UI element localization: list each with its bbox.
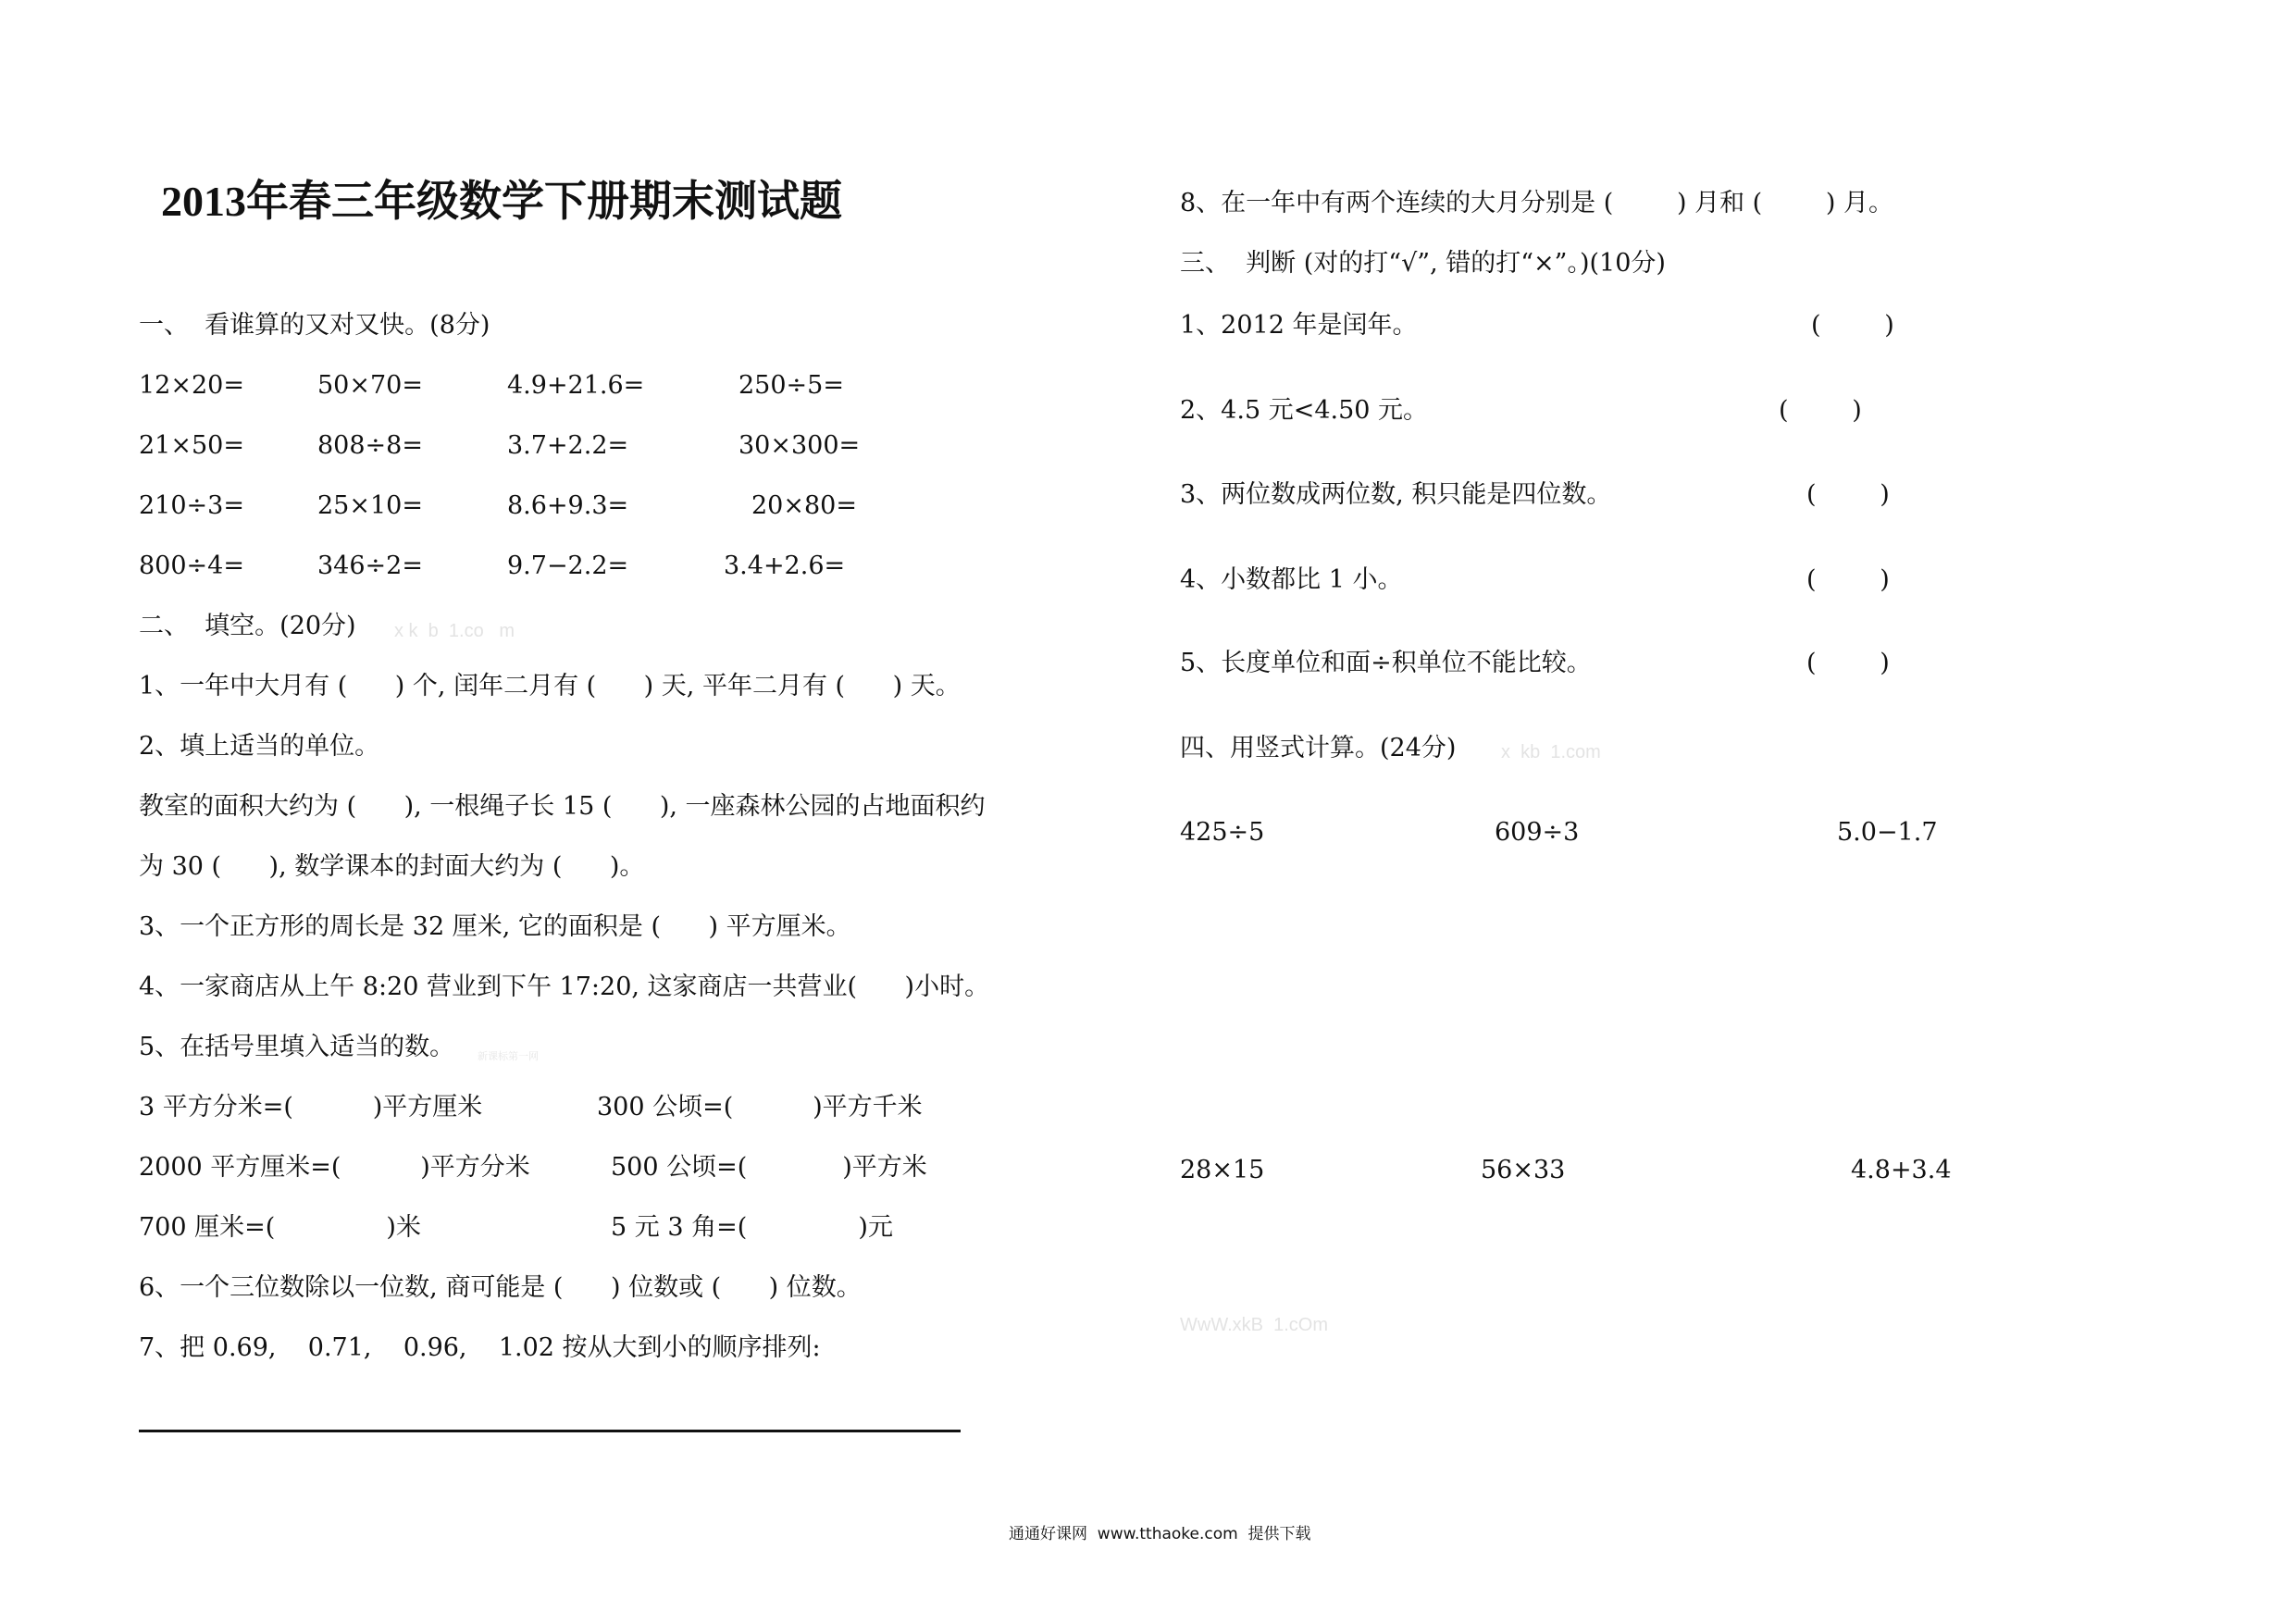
unit-item: 5 元 3 角=( )元 (611, 1213, 893, 1242)
section-2-heading: 二、 填空。(20分) (139, 612, 356, 640)
judge-text: 4、小数都比 1 小。 (1180, 565, 1403, 594)
unit-item: 3 平方分米=( )平方厘米 (139, 1093, 483, 1121)
calc-item: 25×10= (317, 491, 423, 520)
calc-item: 30×300= (738, 431, 861, 460)
unit-item: 500 公顷=( )平方米 (611, 1153, 927, 1182)
section-4-heading: 四、用竖式计算。(24分) (1180, 734, 1457, 762)
question-5: 5、在括号里填入适当的数。 (139, 1033, 455, 1061)
question-8: 8、在一年中有两个连续的大月分别是 ( ) 月和 ( ) 月。 (1180, 189, 1893, 217)
calc-item: 346÷2= (317, 551, 423, 580)
judge-text: 5、长度单位和面÷积单位不能比较。 (1180, 649, 1592, 677)
calc-item: 808÷8= (317, 431, 423, 460)
section-1-heading: 一、 看谁算的又对又快。(8分) (139, 311, 490, 340)
judge-answer-box[interactable]: ( ) (1806, 649, 1890, 677)
watermark: WwW.xkB 1.cOm (1180, 1315, 1328, 1335)
unit-item: 300 公顷=( )平方千米 (597, 1093, 923, 1121)
unit-item: 700 厘米=( )米 (139, 1213, 421, 1242)
watermark: x k b 1.co m (394, 621, 515, 641)
question-4: 4、一家商店从上午 8:20 营业到下午 17:20, 这家商店一共营业( )小时。 (139, 973, 990, 1001)
judge-text: 3、两位数成两位数, 积只能是四位数。 (1180, 480, 1612, 509)
calc-item: 250÷5= (738, 371, 844, 400)
vertical-calc-item: 56×33 (1481, 1156, 1566, 1184)
question-7: 7、把 0.69, 0.71, 0.96, 1.02 按从大到小的顺序排列: (139, 1333, 821, 1362)
judge-answer-box[interactable]: ( ) (1779, 396, 1862, 425)
calc-item: 210÷3= (139, 491, 244, 520)
question-2-line-1: 教室的面积大约为 ( ), 一根绳子长 15 ( ), 一座森林公园的占地面积约 (139, 792, 986, 821)
unit-item: 2000 平方厘米=( )平方分米 (139, 1153, 530, 1182)
vertical-calc-item: 4.8+3.4 (1851, 1156, 1952, 1184)
vertical-calc-item: 425÷5 (1180, 818, 1265, 847)
question-6: 6、一个三位数除以一位数, 商可能是 ( ) 位数或 ( ) 位数。 (139, 1273, 862, 1302)
judge-text: 1、2012 年是闰年。 (1180, 311, 1418, 340)
footer-credit: 通通好课网 www.tthaoke.com 提供下载 (1009, 1525, 1311, 1543)
judge-answer-box[interactable]: ( ) (1811, 311, 1894, 340)
judge-answer-box[interactable]: ( ) (1806, 480, 1890, 509)
page-title: 2013年春三年级数学下册期末测试题 (161, 178, 842, 225)
calc-item: 3.4+2.6= (724, 551, 846, 580)
calc-item: 4.9+21.6= (507, 371, 645, 400)
question-3: 3、一个正方形的周长是 32 厘米, 它的面积是 ( ) 平方厘米。 (139, 912, 851, 941)
calc-item: 8.6+9.3= (507, 491, 629, 520)
answer-line (139, 1430, 961, 1432)
calc-item: 21×50= (139, 431, 244, 460)
watermark-small: 新课标第一网 (478, 1051, 539, 1062)
watermark: x kb 1.com (1501, 742, 1601, 762)
calc-item: 12×20= (139, 371, 244, 400)
calc-item: 20×80= (751, 491, 857, 520)
question-1: 1、一年中大月有 ( ) 个, 闰年二月有 ( ) 天, 平年二月有 ( ) 天。 (139, 672, 961, 700)
section-3-heading: 三、 判断 (对的打“√”, 错的打“×”。)(10分) (1180, 249, 1666, 278)
question-2: 2、填上适当的单位。 (139, 732, 380, 761)
calc-item: 800÷4= (139, 551, 244, 580)
calc-item: 3.7+2.2= (507, 431, 629, 460)
judge-answer-box[interactable]: ( ) (1806, 565, 1890, 594)
vertical-calc-item: 609÷3 (1495, 818, 1580, 847)
vertical-calc-item: 5.0−1.7 (1837, 818, 1938, 847)
judge-text: 2、4.5 元<4.50 元。 (1180, 396, 1429, 425)
vertical-calc-item: 28×15 (1180, 1156, 1265, 1184)
calc-item: 9.7−2.2= (507, 551, 629, 580)
calc-item: 50×70= (317, 371, 423, 400)
question-2-line-2: 为 30 ( ), 数学课本的封面大约为 ( )。 (139, 852, 645, 881)
